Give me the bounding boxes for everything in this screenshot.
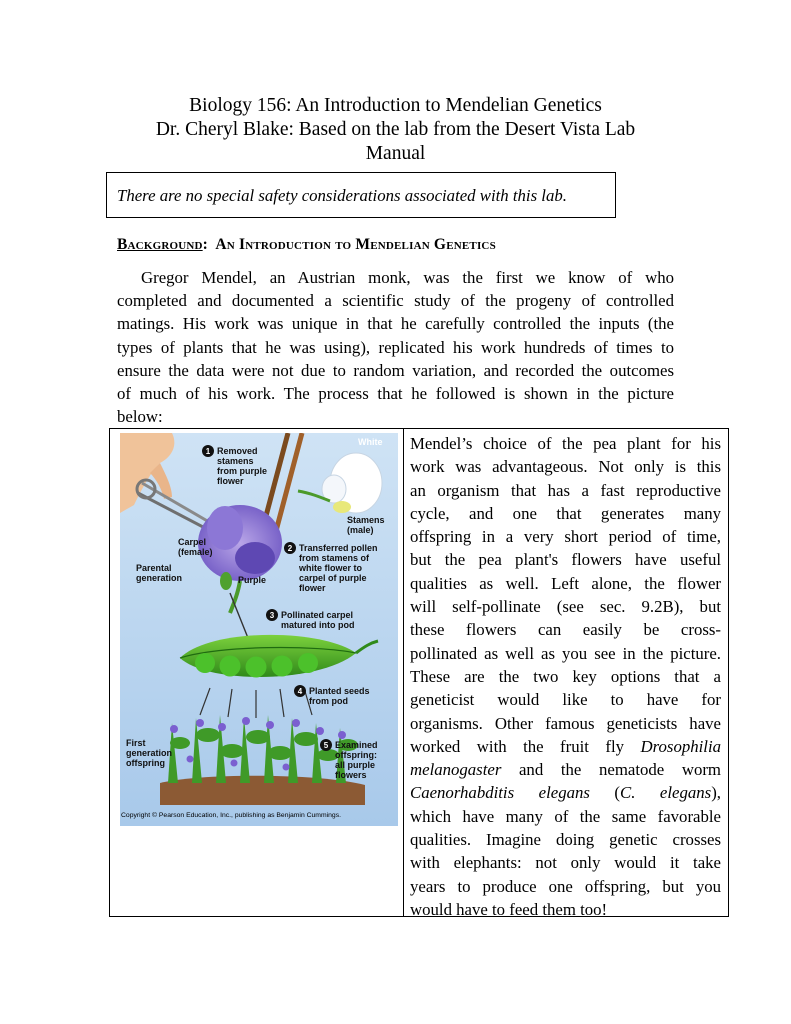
step-5-label-line: all purple [335, 760, 376, 770]
intro-line: completed and documented a scientific study of the progeny of controlled [117, 291, 674, 311]
step-2-label-line: from stamens of [299, 553, 370, 563]
step-3-label-line: matured into pod [281, 620, 355, 630]
intro-line: ensure the data were not due to random variation, and recorded the outcomes [117, 360, 674, 380]
carpel-label-line: (female) [178, 547, 213, 557]
step-2-label-line: white flower to [299, 563, 362, 573]
species-name-italic: melanogaster [410, 760, 502, 780]
document-title-line-2: Dr. Cheryl Blake: Based on the lab from the Desert Vista Lab [155, 119, 636, 140]
step-2-number: 2 [287, 544, 293, 553]
pea-seed [298, 653, 318, 673]
figure-side-text [410, 432, 721, 921]
section-heading [117, 236, 496, 254]
purple-label: Purple [238, 575, 267, 585]
side-text-line: cycle, and one that generates many [410, 503, 721, 523]
side-text-line: Mendel’s choice of the pea plant for his [410, 434, 721, 453]
side-text-line: offspring in a very short period of time, [410, 527, 721, 547]
species-name-italic: Drosophilia [640, 736, 721, 756]
carpel-label-line: Carpel [178, 537, 207, 547]
side-text-line: pollinated as well as you see in the picture. [410, 643, 721, 663]
mendel-pea-experiment-figure [120, 433, 398, 826]
side-text-line: work was advantageous. Not only is this [410, 457, 721, 477]
intro-line: below: [117, 407, 163, 427]
stamens-label-line: Stamens [347, 515, 385, 525]
side-text-line: with elephants: not only would it take [410, 853, 721, 873]
step-4-number: 4 [297, 687, 303, 696]
side-text-line: qualities as well. Left alone, the flower [410, 573, 721, 593]
side-text-line: geneticist would like to have for [410, 690, 721, 710]
table-divider [403, 429, 404, 916]
pea-seed [195, 653, 215, 673]
white-label: White [358, 437, 383, 447]
step-5-number: 5 [323, 741, 329, 750]
parental-label-line: generation [136, 573, 183, 583]
step-5-label-line: Examined [335, 740, 378, 750]
step-4-label-line: from pod [309, 696, 348, 706]
figure-copyright: Copyright © Pearson Education, Inc., publishing as Benjamin Cummings. [121, 812, 341, 819]
intro-line: types of plants that he was using), replicated his work hundreds of times to [117, 337, 674, 357]
stamens-label-line: (male) [347, 525, 374, 535]
side-text-segment: ), [711, 783, 721, 803]
step-3-label-line: Pollinated carpel [281, 610, 354, 620]
intro-paragraph [117, 266, 674, 428]
step-1-label-line: Removed [217, 446, 258, 456]
first-gen-label-line: generation [126, 748, 173, 758]
pea-seed [272, 656, 293, 677]
step-1-number: 1 [205, 447, 211, 456]
side-text-line: which have many of the same favorable [410, 806, 721, 826]
step-3-number: 3 [269, 611, 275, 620]
step-2-label-line: flower [299, 583, 326, 593]
pea-seed [220, 656, 241, 677]
side-text-line: would have to feed them too! [410, 899, 608, 919]
side-text-segment: and the nematode worm [501, 760, 721, 780]
section-heading-label: Background [117, 236, 203, 253]
step-1-label-line: from purple [217, 466, 268, 476]
document-title-line-3: Manual [365, 143, 426, 164]
side-text-segment: worked with the fruit fly [410, 736, 641, 756]
intro-line: matings. His work was unique in that he carefully controlled the inputs (the [117, 314, 674, 334]
first-gen-label-line: First [126, 738, 146, 748]
side-text-line: but the pea plant's flowers have useful [410, 550, 721, 570]
intro-line: Gregor Mendel, an Austrian monk, was the first we know of who [141, 268, 674, 287]
step-2-label-line: Transferred pollen [299, 543, 378, 553]
first-gen-label-line: offspring [126, 758, 165, 768]
figure-table [109, 428, 729, 917]
step-2-label-line: carpel of purple [299, 573, 367, 583]
pea-seed [246, 657, 267, 678]
section-heading-separator: : [202, 236, 209, 253]
side-text-segment: ( [589, 783, 621, 803]
side-text-line: These are the two key options that a [410, 666, 721, 686]
step-1-label-line: flower [217, 476, 244, 486]
safety-note-text: There are no special safety considerations associated with this lab. [117, 186, 567, 205]
side-text-line: qualities. Imagine doing genetic crosses [410, 830, 721, 850]
side-text-line [410, 781, 721, 804]
document-title-line-1: Biology 156: An Introduction to Mendelian Genetics [189, 95, 602, 116]
side-text-line: organisms. Other famous geneticists have [410, 713, 721, 733]
side-text-line: will self-pollinate (see sec. 9.2B), but [410, 597, 721, 617]
side-text-line [410, 735, 721, 758]
step-5-label-line: offspring: [335, 750, 377, 760]
soil [160, 776, 365, 805]
step-5-label-line: flowers [335, 770, 367, 780]
step-4-label-line: Planted seeds [309, 686, 370, 696]
safety-note-box [106, 172, 616, 218]
section-heading-title: An Introduction to Mendelian Genetics [215, 236, 496, 253]
side-text-line: years to produce one offspring, but you [410, 876, 721, 896]
intro-line: of much of his work. The process that he followed is shown in the picture [117, 383, 674, 403]
side-text-line [410, 758, 721, 781]
species-abbrev-italic: C. elegans [620, 783, 712, 803]
step-1-label-line: stamens [217, 456, 254, 466]
parental-label-line: Parental [136, 563, 172, 573]
side-text-line: an organism that has a fast reproductive [410, 480, 721, 500]
species-name-italic: Caenorhabditis elegans [410, 783, 590, 803]
side-text-line: these flowers can easily be cross- [410, 620, 721, 640]
